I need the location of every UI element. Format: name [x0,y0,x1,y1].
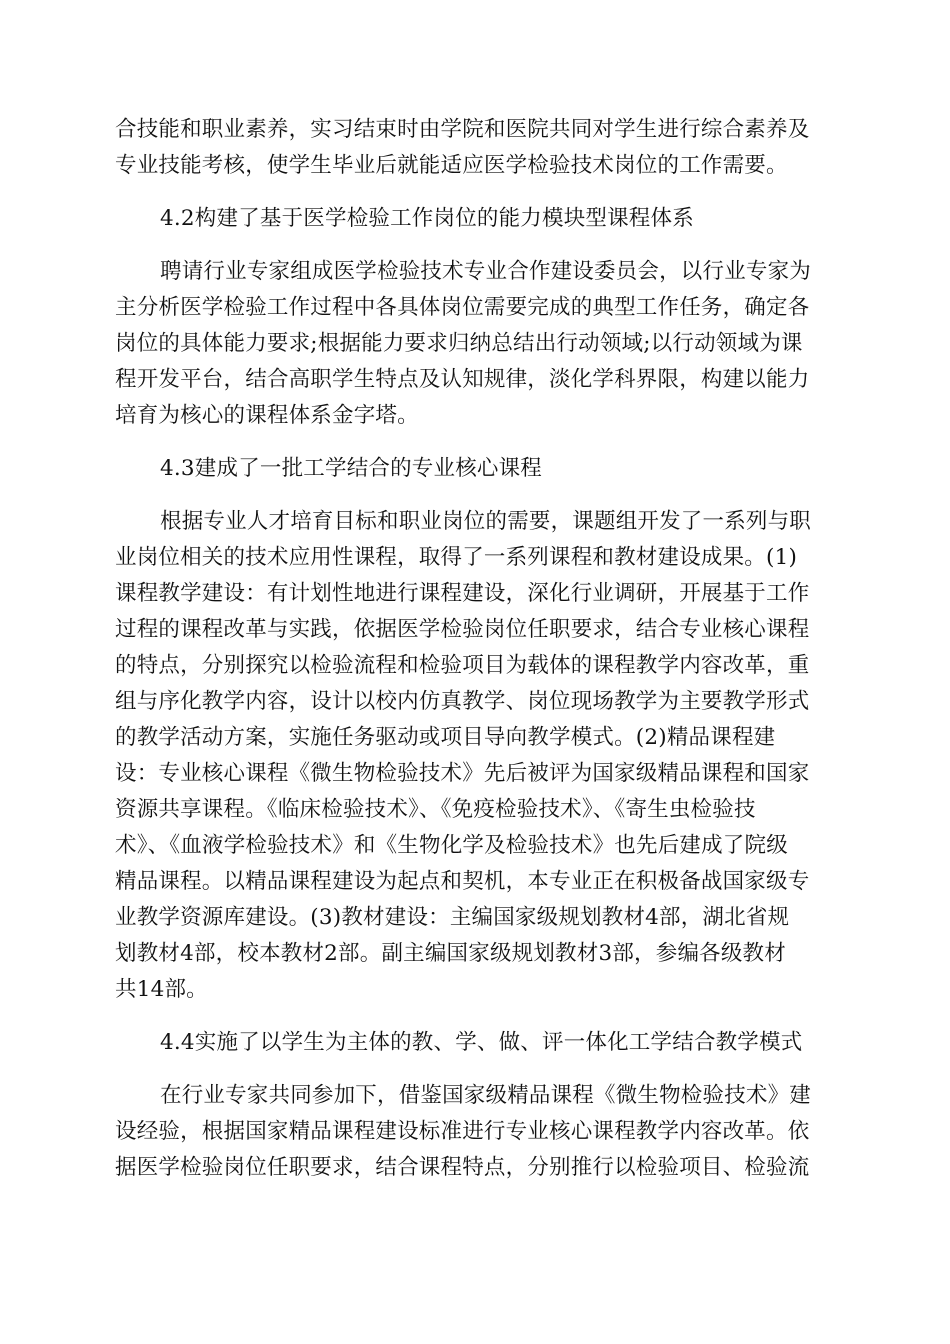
text-line: 聘请行业专家组成医学检验技术专业合作建设委员会，以行业专家为 [160,259,812,284]
text-line: 业教学资源库建设。(3)教材建设：主编国家级规划教材4部，湖北省规 [115,905,790,930]
paragraph-gap [115,184,835,201]
paragraph-gap [115,237,835,254]
text-line: 据医学检验岗位任职要求，结合课程特点，分别推行以检验项目、检验流 [115,1155,810,1180]
paragraph-gap [115,487,835,504]
paragraph-gap [115,434,835,451]
text-line: 资源共享课程。《临床检验技术》、《免疫检验技术》、《寄生虫检验技 [115,797,756,822]
paragraph-gap [115,1008,835,1025]
section-heading-4-4: 4.4实施了以学生为主体的教、学、做、评一体化工学结合教学模式 [160,1030,803,1055]
paragraph-4-4 [115,1078,835,1186]
text-line: 专业技能考核，使学生毕业后就能适应医学检验技术岗位的工作需要。 [115,153,788,178]
text-line: 根据专业人才培育目标和职业岗位的需要，课题组开发了一系列与职 [160,509,812,534]
text-line: 的特点，分别探究以检验流程和检验项目为载体的课程教学内容改革，重 [115,653,810,678]
text-line: 主分析医学检验工作过程中各具体岗位需要完成的典型工作任务，确定各 [115,295,810,320]
text-line: 组与序化教学内容，设计以校内仿真教学、岗位现场教学为主要教学形式 [115,689,810,714]
text-line: 业岗位相关的技术应用性课程，取得了一系列课程和教材建设成果。(1) [115,545,798,570]
text-line: 过程的课程改革与实践，依据医学检验岗位任职要求，结合专业核心课程 [115,617,810,642]
paragraph-4-3 [115,504,835,1008]
text-line: 程开发平台，结合高职学生特点及认知规律，淡化学科界限，构建以能力 [115,367,810,392]
text-line: 设：专业核心课程《微生物检验技术》先后被评为国家级精品课程和国家 [115,761,810,786]
text-line: 的教学活动方案，实施任务驱动或项目导向教学模式。(2)精品课程建 [115,725,776,750]
text-line: 培育为核心的课程体系金字塔。 [115,403,419,428]
text-line: 共14部。 [115,977,208,1002]
text-line: 课程教学建设：有计划性地进行课程建设，深化行业调研，开展基于工作 [115,581,810,606]
document-page [115,112,835,1186]
text-line: 在行业专家共同参加下，借鉴国家级精品课程《微生物检验技术》建 [160,1083,812,1108]
text-line: 精品课程。以精品课程建设为起点和契机，本专业正在积极备战国家级专 [115,869,810,894]
paragraph-gap [115,1061,835,1078]
paragraph-continuation [115,112,835,184]
text-line: 岗位的具体能力要求;根据能力要求归纳总结出行动领域;以行动领域为课 [115,331,803,356]
text-line: 术》、《血液学检验技术》和《生物化学及检验技术》也先后建成了院级 [115,833,788,858]
section-heading-4-3: 4.3建成了一批工学结合的专业核心课程 [160,456,542,481]
text-line: 设经验，根据国家精品课程建设标准进行专业核心课程教学内容改革。依 [115,1119,810,1144]
paragraph-4-2 [115,254,835,434]
section-heading-4-2: 4.2构建了基于医学检验工作岗位的能力模块型课程体系 [160,206,694,231]
text-line: 合技能和职业素养，实习结束时由学院和医院共同对学生进行综合素养及 [115,117,810,142]
text-line: 划教材4部，校本教材2部。副主编国家级规划教材3部，参编各级教材 [115,941,786,966]
